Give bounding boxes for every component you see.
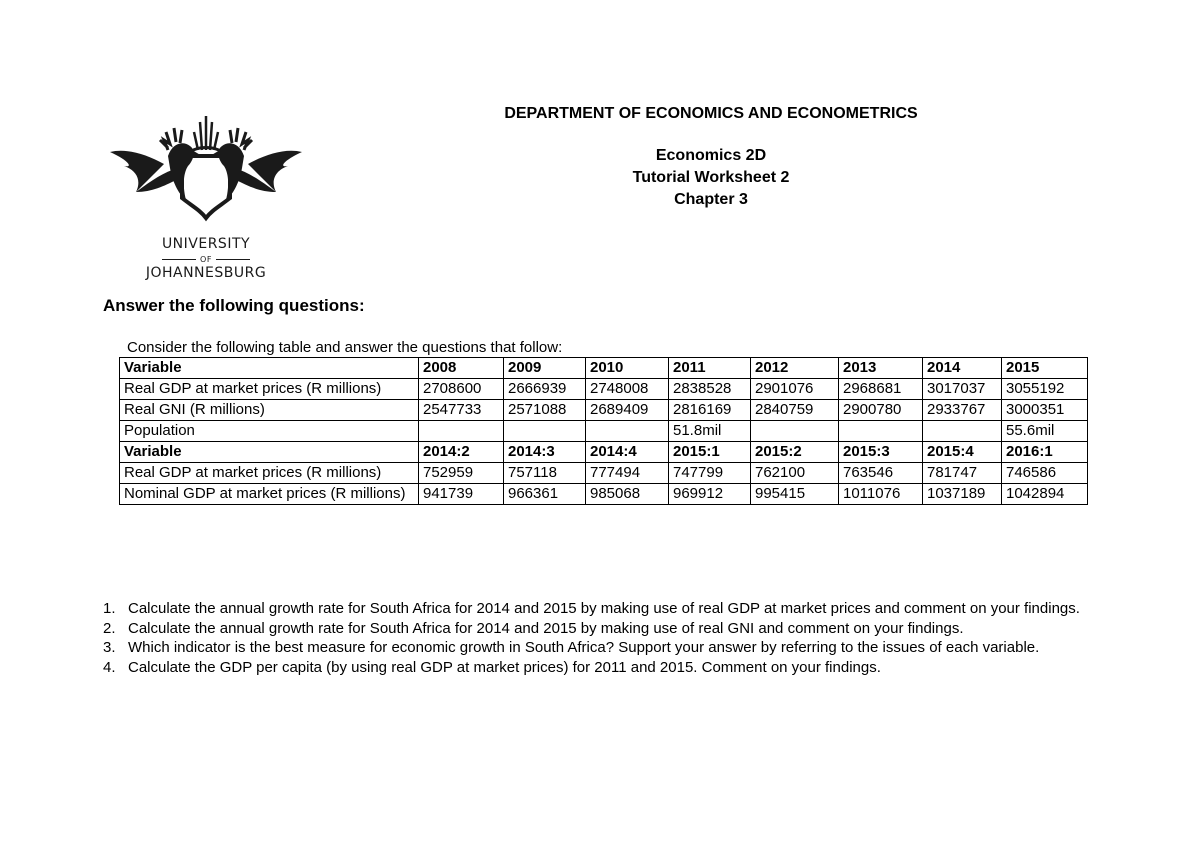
table-cell: 2816169: [669, 400, 751, 421]
table-cell: 2010: [586, 358, 669, 379]
table-cell: 2015:3: [839, 442, 923, 463]
table-header-row: [120, 442, 1088, 463]
question-list: [103, 599, 1098, 677]
answer-heading: Answer the following questions:: [103, 296, 365, 315]
table-cell: 2571088: [504, 400, 586, 421]
table-cell: 966361: [504, 484, 586, 505]
table-cell: 2015:2: [751, 442, 839, 463]
table-cell: 746586: [1002, 463, 1088, 484]
worksheet-title: Tutorial Worksheet 2: [632, 169, 790, 186]
table-intro: Consider the following table and answer the questions that follow:: [127, 339, 563, 356]
table-row-label: Nominal GDP at market prices (R millions): [120, 484, 419, 505]
table-cell: 781747: [923, 463, 1002, 484]
question-item: [103, 658, 1098, 678]
table-cell: 2015: [1002, 358, 1088, 379]
course-title: Economics 2D: [655, 147, 767, 164]
table-cell: 2015:4: [923, 442, 1002, 463]
table-cell: 1011076: [839, 484, 923, 505]
table-cell: 2968681: [839, 379, 923, 400]
table-row: [120, 484, 1088, 505]
table-cell: [923, 421, 1002, 442]
table-cell: 2014:2: [419, 442, 504, 463]
economic-data-table: [119, 357, 1088, 505]
table-cell: 777494: [586, 463, 669, 484]
table-cell: 762100: [751, 463, 839, 484]
table-cell: 2012: [751, 358, 839, 379]
table-cell: [751, 421, 839, 442]
table-row: [120, 379, 1088, 400]
table-cell: [839, 421, 923, 442]
table-cell: 2014:4: [586, 442, 669, 463]
question-text: Which indicator is the best measure for economic growth in South Africa? Support your answer by referring to the issues of each variable.: [128, 639, 1040, 656]
table-cell: [419, 421, 504, 442]
table-cell: 757118: [504, 463, 586, 484]
table-cell: 51.8mil: [669, 421, 751, 442]
table-cell: 2838528: [669, 379, 751, 400]
table-cell: 2014:3: [504, 442, 586, 463]
table-cell: 995415: [751, 484, 839, 505]
table-cell: 1037189: [923, 484, 1002, 505]
table-cell: 55.6mil: [1002, 421, 1088, 442]
table-row-label: Variable: [120, 442, 419, 463]
table-cell: 747799: [669, 463, 751, 484]
table-cell: [586, 421, 669, 442]
table-cell: 985068: [586, 484, 669, 505]
question-number: 2.: [103, 619, 116, 637]
department-title: DEPARTMENT OF ECONOMICS AND ECONOMETRICS: [504, 105, 918, 122]
table-cell: 2008: [419, 358, 504, 379]
table-row-label: Population: [120, 421, 419, 442]
table-row: [120, 463, 1088, 484]
table-cell: 2708600: [419, 379, 504, 400]
question-number: 4.: [103, 658, 116, 676]
table-row: [120, 421, 1088, 442]
table-row: [120, 400, 1088, 421]
table-row-label: Real GNI (R millions): [120, 400, 419, 421]
table-row-label: Real GDP at market prices (R millions): [120, 379, 419, 400]
table-cell: 2933767: [923, 400, 1002, 421]
table-cell: 2689409: [586, 400, 669, 421]
table-cell: 2013: [839, 358, 923, 379]
table-cell: 1042894: [1002, 484, 1088, 505]
question-item: [103, 619, 1098, 639]
question-number: 1.: [103, 600, 116, 617]
question-text: Calculate the GDP per capita (by using real GDP at market prices) for 2011 and 2015. Comment on your findings.: [128, 658, 881, 676]
question-item: [103, 638, 1098, 658]
table-cell: 2015:1: [669, 442, 751, 463]
table-cell: 3017037: [923, 379, 1002, 400]
table-cell: 3055192: [1002, 379, 1088, 400]
logo-of-text: OF: [136, 255, 276, 264]
table-cell: 2011: [669, 358, 751, 379]
table-cell: 2901076: [751, 379, 839, 400]
table-row-label: Real GDP at market prices (R millions): [120, 463, 419, 484]
table-cell: [504, 421, 586, 442]
logo-university-text: UNIVERSITY: [161, 236, 251, 252]
question-item: [103, 599, 1098, 619]
table-cell: 969912: [669, 484, 751, 505]
table-cell: 2748008: [586, 379, 669, 400]
table-row-label: Variable: [120, 358, 419, 379]
logo-johannesburg-text: JOHANNESBURG: [145, 265, 267, 281]
table-cell: 2666939: [504, 379, 586, 400]
table-cell: 752959: [419, 463, 504, 484]
question-text: Calculate the annual growth rate for South Africa for 2014 and 2015 by making use of real GDP at market prices and comment on your findings.: [128, 600, 1080, 617]
table-cell: 2547733: [419, 400, 504, 421]
table-cell: 763546: [839, 463, 923, 484]
table-cell: 2900780: [839, 400, 923, 421]
crest-icon: [106, 110, 306, 230]
table-header-row: [120, 358, 1088, 379]
table-cell: 941739: [419, 484, 504, 505]
chapter-title: Chapter 3: [674, 191, 748, 208]
table-cell: 2840759: [751, 400, 839, 421]
university-logo: [106, 110, 306, 280]
table-cell: 2016:1: [1002, 442, 1088, 463]
question-text: Calculate the annual growth rate for South Africa for 2014 and 2015 by making use of real GNI and comment on your findings.: [128, 619, 964, 637]
table-cell: 2009: [504, 358, 586, 379]
table-cell: 3000351: [1002, 400, 1088, 421]
question-number: 3.: [103, 639, 116, 656]
table-cell: 2014: [923, 358, 1002, 379]
